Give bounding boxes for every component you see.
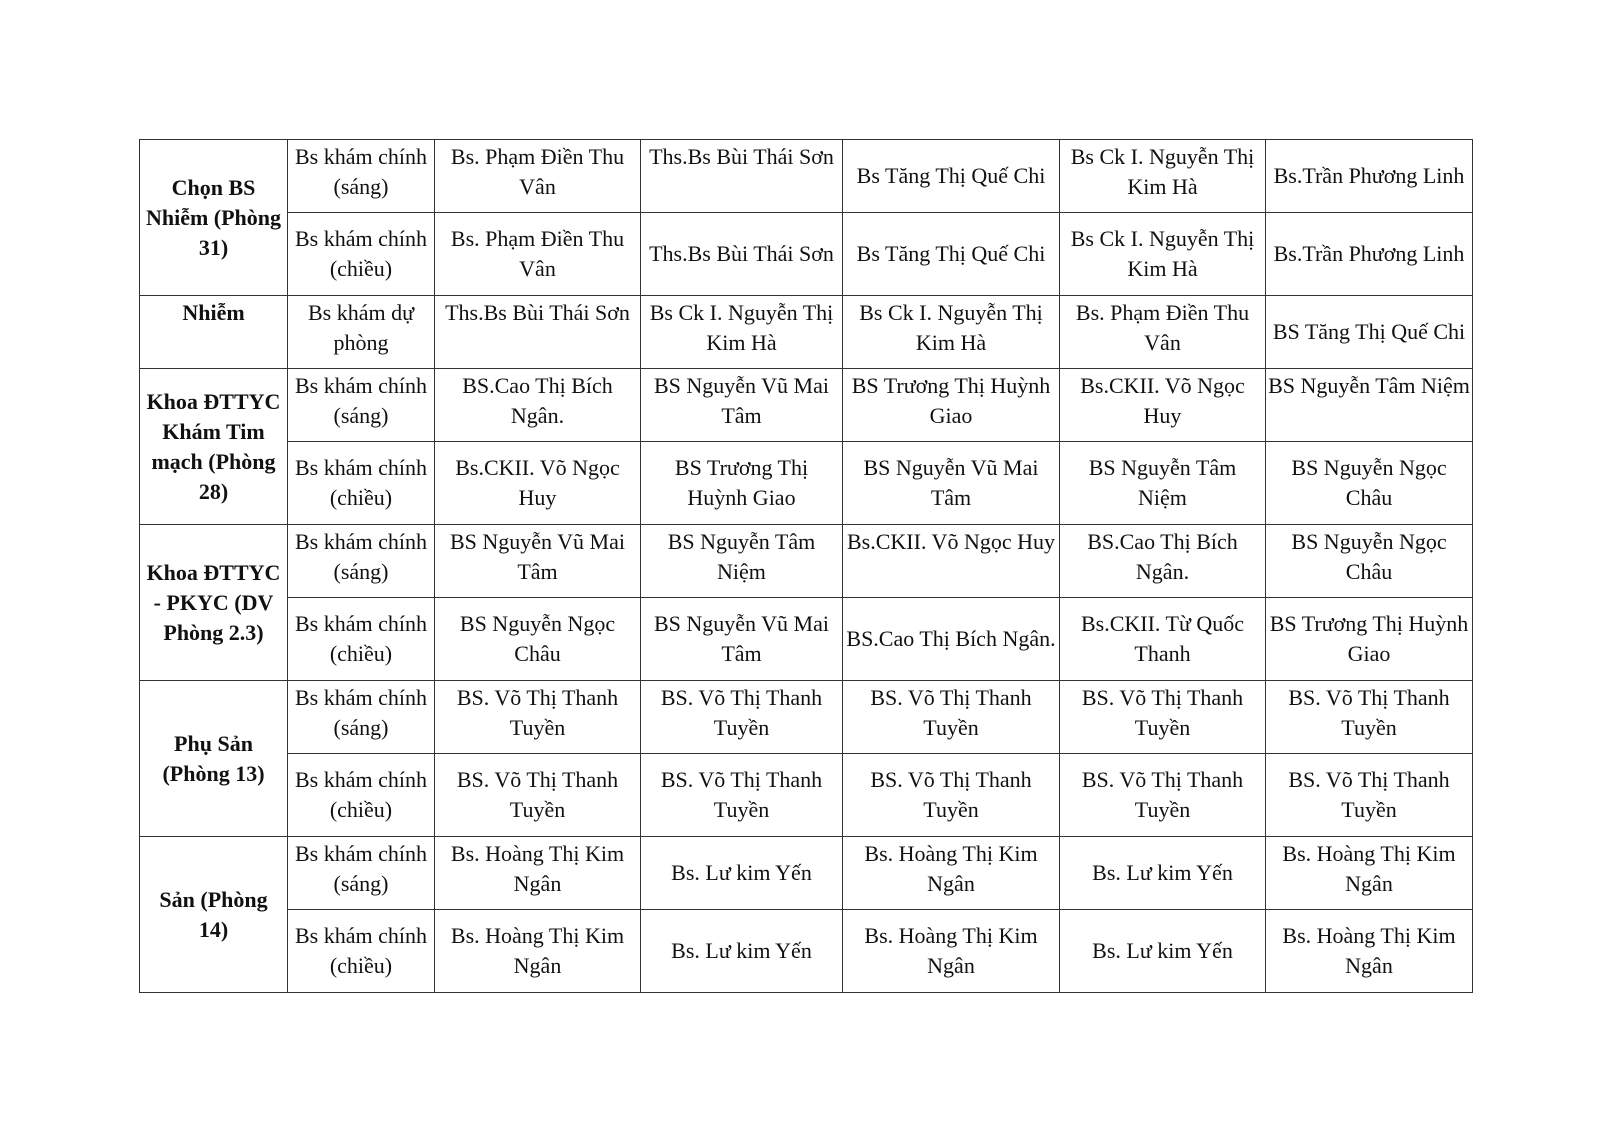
doctor-cell: Bs Ck I. Nguyễn Thị Kim Hà (641, 296, 843, 369)
doctor-cell: Ths.Bs Bùi Thái Sơn (641, 213, 843, 296)
schedule-table (139, 139, 1473, 993)
doctor-cell: BS Nguyễn Vũ Mai Tâm (435, 525, 641, 598)
doctor-cell: Bs.CKII. Võ Ngọc Huy (435, 442, 641, 525)
doctor-cell: BS Trương Thị Huỳnh Giao (1266, 598, 1473, 681)
doctor-cell: BS Nguyễn Ngọc Châu (1266, 525, 1473, 598)
doctor-cell: BS Nguyễn Vũ Mai Tâm (843, 442, 1060, 525)
doctor-cell: BS. Võ Thị Thanh Tuyền (641, 681, 843, 754)
doctor-cell: BS. Võ Thị Thanh Tuyền (843, 754, 1060, 837)
role-cell: Bs khám chính (sáng) (288, 140, 435, 213)
doctor-cell: Ths.Bs Bùi Thái Sơn (641, 140, 843, 213)
doctor-cell: Bs.Trần Phương Linh (1266, 140, 1473, 213)
doctor-cell: BS Nguyễn Tâm Niệm (1060, 442, 1266, 525)
doctor-cell: Bs Tăng Thị Quế Chi (843, 213, 1060, 296)
role-cell: Bs khám chính (sáng) (288, 369, 435, 442)
doctor-cell: BS.Cao Thị Bích Ngân. (1060, 525, 1266, 598)
table-row (140, 296, 1473, 369)
doctor-cell: Bs Ck I. Nguyễn Thị Kim Hà (1060, 213, 1266, 296)
doctor-cell: BS. Võ Thị Thanh Tuyền (641, 754, 843, 837)
table-row (140, 681, 1473, 754)
doctor-cell: Bs.CKII. Võ Ngọc Huy (1060, 369, 1266, 442)
doctor-cell: Bs.CKII. Võ Ngọc Huy (843, 525, 1060, 598)
department-cell: Phụ Sản (Phòng 13) (140, 681, 288, 837)
doctor-cell: BS.Cao Thị Bích Ngân. (843, 598, 1060, 681)
doctor-cell: BS. Võ Thị Thanh Tuyền (435, 681, 641, 754)
table-row (140, 213, 1473, 296)
table-row (140, 525, 1473, 598)
doctor-cell: Bs. Phạm Điền Thu Vân (1060, 296, 1266, 369)
role-cell: Bs khám chính (chiều) (288, 754, 435, 837)
doctor-cell: BS. Võ Thị Thanh Tuyền (1060, 754, 1266, 837)
doctor-cell: BS. Võ Thị Thanh Tuyền (1266, 681, 1473, 754)
role-cell: Bs khám chính (chiều) (288, 598, 435, 681)
doctor-cell: Bs. Phạm Điền Thu Vân (435, 213, 641, 296)
doctor-cell: BS Trương Thị Huỳnh Giao (843, 369, 1060, 442)
department-cell: Chọn BS Nhiễm (Phòng 31) (140, 140, 288, 296)
doctor-cell: BS. Võ Thị Thanh Tuyền (1060, 681, 1266, 754)
department-cell: Khoa ĐTTYC Khám Tim mạch (Phòng 28) (140, 369, 288, 525)
department-cell: Khoa ĐTTYC - PKYC (DV Phòng 2.3) (140, 525, 288, 681)
doctor-cell: Bs. Hoàng Thị Kim Ngân (843, 837, 1060, 910)
table-row (140, 140, 1473, 213)
role-cell: Bs khám chính (chiều) (288, 442, 435, 525)
table-row (140, 910, 1473, 993)
doctor-cell: BS Nguyễn Ngọc Châu (1266, 442, 1473, 525)
doctor-cell: BS Nguyễn Tâm Niệm (641, 525, 843, 598)
doctor-cell: Bs Tăng Thị Quế Chi (843, 140, 1060, 213)
doctor-cell: BS Tăng Thị Quế Chi (1266, 296, 1473, 369)
doctor-cell: Bs.Trần Phương Linh (1266, 213, 1473, 296)
table-row (140, 837, 1473, 910)
doctor-cell: BS Nguyễn Vũ Mai Tâm (641, 369, 843, 442)
department-cell: Nhiễm (140, 296, 288, 369)
doctor-cell: BS. Võ Thị Thanh Tuyền (1266, 754, 1473, 837)
doctor-cell: Bs Ck I. Nguyễn Thị Kim Hà (843, 296, 1060, 369)
doctor-cell: Bs. Lư kim Yến (1060, 837, 1266, 910)
doctor-cell: Bs. Lư kim Yến (641, 837, 843, 910)
role-cell: Bs khám dự phòng (288, 296, 435, 369)
role-cell: Bs khám chính (sáng) (288, 525, 435, 598)
doctor-cell: BS Trương Thị Huỳnh Giao (641, 442, 843, 525)
doctor-cell: BS. Võ Thị Thanh Tuyền (435, 754, 641, 837)
doctor-cell: Bs. Hoàng Thị Kim Ngân (1266, 837, 1473, 910)
doctor-cell: Bs. Hoàng Thị Kim Ngân (435, 837, 641, 910)
doctor-cell: Bs.CKII. Từ Quốc Thanh (1060, 598, 1266, 681)
doctor-cell: Bs. Hoàng Thị Kim Ngân (1266, 910, 1473, 993)
doctor-cell: BS Nguyễn Tâm Niệm (1266, 369, 1473, 442)
doctor-cell: BS.Cao Thị Bích Ngân. (435, 369, 641, 442)
doctor-cell: Bs. Lư kim Yến (1060, 910, 1266, 993)
table-row (140, 442, 1473, 525)
doctor-cell: Bs. Hoàng Thị Kim Ngân (435, 910, 641, 993)
table-row (140, 754, 1473, 837)
table-row (140, 598, 1473, 681)
doctor-cell: Bs. Lư kim Yến (641, 910, 843, 993)
doctor-cell: Bs Ck I. Nguyễn Thị Kim Hà (1060, 140, 1266, 213)
role-cell: Bs khám chính (chiều) (288, 910, 435, 993)
doctor-cell: BS. Võ Thị Thanh Tuyền (843, 681, 1060, 754)
doctor-cell: Bs. Phạm Điền Thu Vân (435, 140, 641, 213)
doctor-cell: BS Nguyễn Vũ Mai Tâm (641, 598, 843, 681)
department-cell: Sản (Phòng 14) (140, 837, 288, 993)
doctor-cell: Ths.Bs Bùi Thái Sơn (435, 296, 641, 369)
table-row (140, 369, 1473, 442)
role-cell: Bs khám chính (sáng) (288, 681, 435, 754)
doctor-cell: BS Nguyễn Ngọc Châu (435, 598, 641, 681)
role-cell: Bs khám chính (chiều) (288, 213, 435, 296)
role-cell: Bs khám chính (sáng) (288, 837, 435, 910)
doctor-cell: Bs. Hoàng Thị Kim Ngân (843, 910, 1060, 993)
